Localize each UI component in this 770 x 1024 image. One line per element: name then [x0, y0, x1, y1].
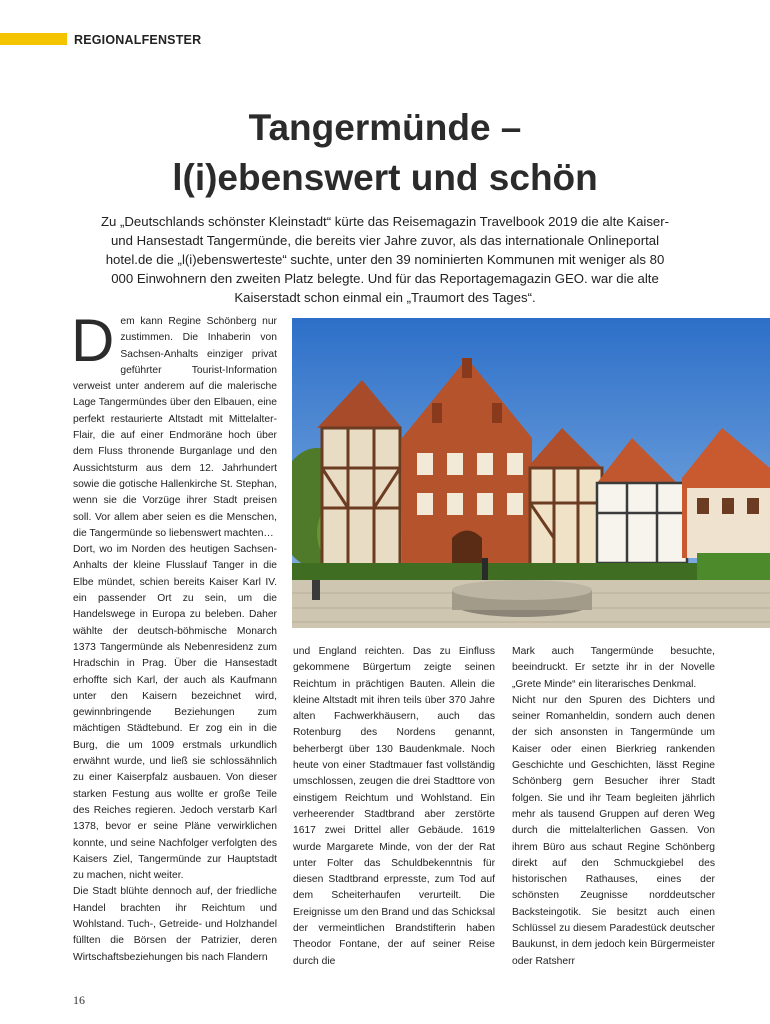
text-column-2	[293, 644, 495, 970]
article-intro: Zu „Deutschlands schönster Kleinstadt“ kürte das Reisemagazin Travelbook 2019 die alte Kaiser- und Hansestadt Tangermünde, die bereits vier Jahre zuvor, als das internationale Onlineportal hotel.de die „l(i)ebenswerteste“ suchte, unter den 39 nominierten Kommunen mit weniger als 80 000 Einwohnern den zweiten Platz belegte. Und für das Reportagemagazin GEO. war die alte Kaiserstadt schon einmal ein „Traumort des Tages“.	[100, 214, 670, 305]
section-accent-bar	[0, 33, 67, 45]
paragraph: Dort, wo im Norden des heutigen Sachsen-Anhalts der kleine Flusslauf Tanger in die Elbe mündet, schien bereits Kaiser Karl IV. ein passender Ort zu sein, um die Handelswege in Europa zu beleben. Daher wählte der deutsch-böhmische Monarch 1373 Tangermünde als Nebenresidenz zum Hradschin in Prag. Über die Hansestadt erhoffte sich Karl, der auch als Kaufmann unter den Kaisern bezeichnet wird, gewinnbringende Beziehungen zum mächtigen Städtebund. Er zog ein in die Burg, die um 1009 erstmals urkundlich erwähnt wurde, und ließ sie schlossähnlich zu einer Kaiserpfalz ausbauen. Von dieser starken Festung aus wollte er große Teile des Reiches regieren. Jedoch verstarb Karl 1378, bevor er seine Pläne verwirklichen konnte, und seine Nachfolger verfolgten des Kaisers Ziel, Tangermünde zur Hauptstadt zu machen, nicht weiter.	[73, 544, 277, 882]
paragraph: Nicht nur den Spuren des Dichters und seiner Romanheldin, sondern auch denen der sich ansonsten in Tangermünde um Kaiser oder einen Bierkrieg rankenden Geschichte und Geschichten, lässt Regine Schönberg gern Besucher ihrer Stadt folgen. Sie und ihr Team begleiten jährlich mehr als tausend Gruppen auf deren Weg durch die mittelalterlichen Gassen. Von ihrem Büro aus schaut Regine Schönberg direkt auf den Schmuckgiebel des historischen Rathauses, eines der schönsten Zeugnisse norddeutscher Backsteingotik. Sie besitzt auch einen Schlüssel zu diesem Paradestück deutscher Baukunst, in dem jedoch kein Bürgermeister oder Ratsherr	[512, 694, 715, 967]
article-title	[0, 103, 770, 203]
drop-cap: D	[71, 307, 115, 374]
text-column-3	[512, 644, 715, 970]
paragraph: Die Stadt blühte dennoch auf, der friedliche Handel brachten ihr Reichtum und Wohlstand. Tuch-, Getreide- und Holzhandel füllten die Börsen der Patrizier, deren Wirtschaftsbeziehungen bis nach Flandern	[73, 886, 277, 963]
section-label: REGIONALFENSTER	[74, 33, 202, 47]
paragraph: und England reichten. Das zu Einfluss gekommene Bürgertum zeigte seinen Reichtum in prächtigen Bauten. Allein die kleine Altstadt mit ihren teils über 370 Jahre alten Fachwerkhäusern, auch das Rotenburg des Nordens genannt, beherbergt über 130 Baudenkmale. Noch heute von einer Stadtmauer fast vollständig umschlossen, zeugen die drei Stadttore von einstigem Reichtum und Wohlstand. Ein verheerender Stadtbrand aber zerstörte 1617 zwei Drittel aller Gebäude. 1619 wurde Margarete Minde, von der der Rat unter Folter das Schuldbekenntnis für diesen Stadtbrand erpresste, zum Tod auf dem Scheiterhaufen verurteilt. Die Ereignisse um den Brand und das Schicksal der vermeintlichen Brandstifterin haben Theodor Fontane, der auf seiner Reise durch die	[293, 646, 495, 967]
text-column-1	[71, 307, 277, 966]
paragraph: Mark auch Tangermünde besuchte, beeindruckt. Er setzte ihr in der Novelle „Grete Minde“ ein literarisches Denkmal.	[512, 646, 715, 690]
title-line-2: l(i)ebenswert und schön	[172, 157, 598, 198]
page-number: 16	[73, 993, 85, 1007]
title-line-1: Tangermünde –	[248, 107, 522, 148]
town-photo	[292, 318, 770, 628]
paragraph: em kann Regine Schönberg nur zustimmen. Die Inhaberin von Sachsen-Anhalts einziger privat geführter Tourist-Information verweist unter anderem auf die malerische Lage Tangermündes über den Elbauen, eine perfekt restaurierte Altstadt mit Mittelalter-Flair, die auf einer Endmoräne hoch über dem Fluss thronende Burganlage und den Aussichtsturm aus dem 12. Jahrhundert sowie die gotische Hallenkirche St. Stephan, wenn sie die Vorzüge ihrer Stadt preisen soll. Vor allem aber seien es die Menschen, die Tangermünde so liebenswert machten…	[73, 316, 277, 539]
